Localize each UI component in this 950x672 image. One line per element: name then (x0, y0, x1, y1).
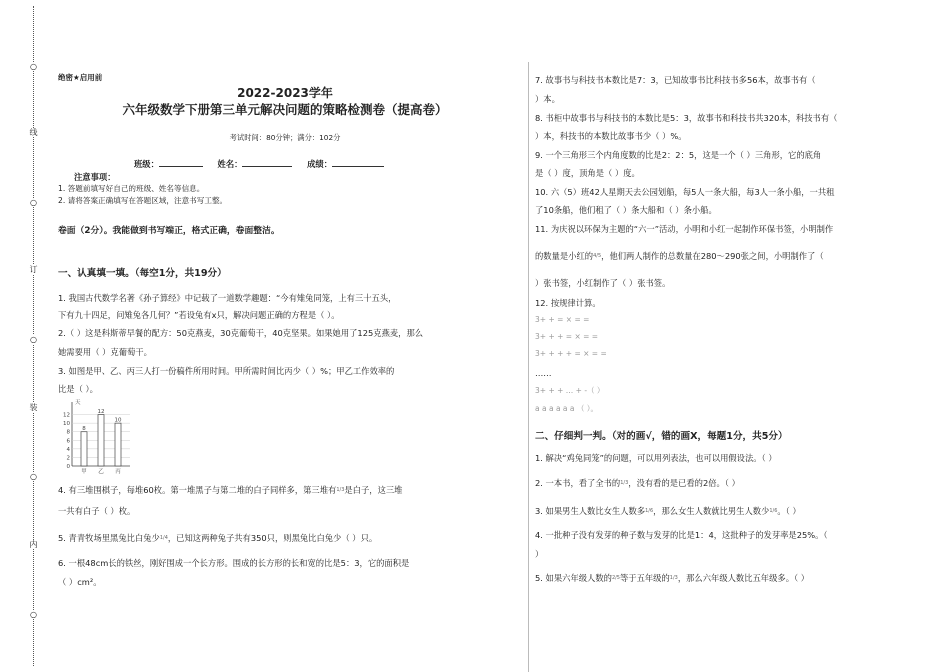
q1-line2: 下有九十四足，问雉兔各几何？”若设兔有x只，解决问题正确的方程是（ ）。 (58, 310, 340, 320)
binding-circle-icon: ○ (30, 335, 37, 344)
q9-line2: 是（ ）度，顶角是（ ）度。 (535, 168, 640, 178)
binding-circle-icon: ○ (30, 198, 37, 207)
q6-line2: （ ）cm²。 (58, 577, 102, 587)
q11-text: 的数量是小红的 (535, 251, 594, 261)
q11-line3: ）张书签，小红制作了（ ）张书签。 (535, 278, 671, 288)
judge-5-fraction-2: 1/3 (669, 575, 678, 581)
section1-title: 一、认真填一填。（每空1分，共19分） (58, 268, 227, 279)
q8-line1: 8. 书柜中故事书与科技书的本数比是5：3，故事书和科技书共320本，科技书有（ (535, 113, 838, 123)
pattern-line-5: a a a a a a （ ）。 (535, 404, 599, 413)
pattern-dots: …… (535, 368, 552, 378)
y-tick-label: 2 (66, 455, 70, 462)
q11-line1: 11. 为庆祝以环保为主题的“六一”活动，小明和小红一起制作环保书签，小明制作 (535, 224, 834, 234)
binding-margin (0, 0, 38, 672)
q1-line1: 1. 我国古代数学名著《孙子算经》中记载了一道数学趣题：“今有雉兔同笼，上有三十五头， (58, 293, 397, 303)
q5-line (58, 532, 377, 544)
q6-line1: 6. 一根48cm长的铁丝，刚好围成一个长方形。围成的长方形的长和宽的比是5：3，它的面积是 (58, 558, 410, 568)
y-axis-label: 天 (75, 400, 81, 406)
work-time-bar-chart (58, 396, 138, 474)
q10-line2: 了10条船，他们租了（ ）条大船和（ ）条小船。 (535, 205, 717, 215)
secret-label: 绝密★启用前 (58, 73, 103, 82)
y-tick-label: 6 (66, 438, 70, 445)
notes-title: 注意事项： (74, 172, 116, 182)
class-label: 班级： (134, 159, 159, 169)
q7-line1: 7. 故事书与科技书本数比是7：3，已知故事书比科技书多56本，故事书有（ (535, 75, 816, 85)
q5-fraction: 1/4 (159, 535, 168, 541)
q4-text: 4. 有三堆围棋子，每堆60枚。第一堆黑子与第二堆的白子同样多，第三堆有 (58, 485, 337, 495)
q4-tail: 是白子，这三堆 (344, 485, 403, 495)
judge-3 (535, 505, 801, 517)
q4-fraction: 1/3 (336, 487, 345, 493)
binding-char: 内 (29, 540, 38, 549)
q11-fraction: 4/5 (593, 253, 602, 259)
binding-char: 线 (29, 128, 38, 137)
name-label: 姓名： (217, 159, 243, 169)
judge-2-text: 2. 一本书，看了全书的 (535, 478, 621, 488)
exam-info: 考试时间：80分钟；满分：102分 (229, 133, 341, 142)
data-label: 10 (114, 417, 122, 424)
score-field[interactable] (332, 157, 384, 167)
q9-line1: 9. 一个三角形三个内角度数的比是2：2：5，这是一个（ ）三角形，它的底角 (535, 150, 822, 160)
judge-3-fraction-2: 1/6 (769, 508, 778, 514)
judge-5 (535, 572, 809, 584)
pattern-line-1: 3+ + = × = = (535, 315, 590, 324)
x-tick-label: 乙 (98, 469, 104, 474)
q2-line1: 2.（ ）这是科斯蒂早餐的配方：50克燕麦，30克葡萄干，40克坚果。如果她用了125克燕麦，那么 (58, 328, 424, 338)
judge-1: 1. 解决“鸡兔同笼”的问题，可以用列表法，也可以用假设法。（ ） (535, 453, 777, 463)
judge-5-tail: ，那么六年级人数比五年级多。（ ） (677, 573, 810, 583)
q4-line2: 一共有白子（ ）枚。 (58, 506, 136, 516)
student-info-row (134, 157, 384, 170)
x-tick-label: 丙 (115, 469, 121, 474)
bar-乙 (98, 415, 104, 466)
section2-title: 二、仔细判一判。（对的画√，错的画X，每题1分，共5分） (535, 431, 788, 442)
binding-circle-icon: ○ (30, 62, 37, 71)
judge-2-tail: ，没有看的是已看的2倍。（ ） (628, 478, 740, 488)
q3-line1: 3. 如图是甲、乙、丙三人打一份稿件所用时间。甲所需时间比丙少（ ）%；甲乙工作效率的 (58, 366, 395, 376)
q7-line2: ）本。 (535, 94, 560, 104)
note-2: 2. 请将答案正确填写在答题区域，注意书写工整。 (58, 196, 228, 205)
judge-5-fraction-1: 2/5 (611, 575, 620, 581)
judge-5-mid: 等于五年级的 (619, 573, 670, 583)
judge-5-text: 5. 如果六年级人数的 (535, 573, 612, 583)
q8-line2: ）本，科技书的本数比故事书少（ ）%。 (535, 131, 687, 141)
q12-title: 12. 按规律计算。 (535, 298, 601, 308)
q11-tail: ，他们两人制作的总数量在280～290张之间，小明制作了（ (601, 251, 824, 261)
score-label: 成绩： (307, 159, 332, 169)
exam-year: 2022-2023学年 (237, 86, 333, 100)
q2-line2: 她需要用（ ）克葡萄干。 (58, 347, 152, 357)
binding-char: 装 (29, 403, 38, 412)
column-divider (528, 62, 529, 672)
q11-line2 (535, 250, 824, 262)
judge-3-fraction-1: 1/6 (645, 508, 654, 514)
binding-circle-icon: ○ (30, 472, 37, 481)
judge-3-text: 3. 如果男生人数比女生人数多 (535, 506, 646, 516)
bar-丙 (115, 423, 121, 466)
data-label: 8 (82, 426, 86, 433)
q10-line1: 10. 六（5）班42人星期天去公园划船，每5人一条大船，每3人一条小船，一共租 (535, 187, 835, 197)
q5-text: 5. 青青牧场里黑兔比白兔少 (58, 533, 160, 543)
pattern-line-4: 3+ + + … + -（ ） (535, 386, 605, 395)
class-field[interactable] (159, 157, 203, 167)
judge-2 (535, 477, 740, 489)
binding-circle-icon: ○ (30, 610, 37, 619)
pattern-line-3: 3+ + + + = × = = (535, 349, 607, 358)
neatness-note: 卷面（2分）。我能做到书写端正，格式正确，卷面整洁。 (58, 226, 280, 236)
q3-line2: 比是（ ）。 (58, 384, 98, 394)
y-tick-label: 8 (66, 429, 70, 436)
judge-4-line2: ） (535, 549, 544, 559)
y-tick-label: 4 (66, 446, 70, 453)
x-tick-label: 甲 (81, 469, 87, 474)
y-tick-label: 0 (66, 464, 70, 470)
q4-line1 (58, 484, 402, 496)
bar-甲 (81, 432, 87, 466)
y-tick-label: 10 (63, 421, 70, 428)
data-label: 12 (97, 409, 105, 416)
judge-2-fraction: 1/3 (620, 480, 629, 486)
q5-tail: ，已知这两种兔子共有350只，则黑兔比白兔少（ ）只。 (167, 533, 378, 543)
note-1: 1. 答题前填写好自己的班级、姓名等信息。 (58, 184, 205, 193)
judge-3-tail: 。（ ） (777, 506, 801, 516)
exam-title: 六年级数学下册第三单元解决问题的策略检测卷（提高卷） (122, 102, 448, 117)
pattern-line-2: 3+ + + = × = = (535, 332, 599, 341)
binding-char: 订 (29, 265, 38, 274)
name-field[interactable] (242, 157, 292, 167)
y-tick-label: 12 (63, 412, 70, 419)
judge-4-line1: 4. 一批种子没有发芽的种子数与发芽的比是1：4，这批种子的发芽率是25%。（ (535, 530, 828, 540)
judge-3-mid: ，那么女生人数就比男生人数少 (653, 506, 770, 516)
